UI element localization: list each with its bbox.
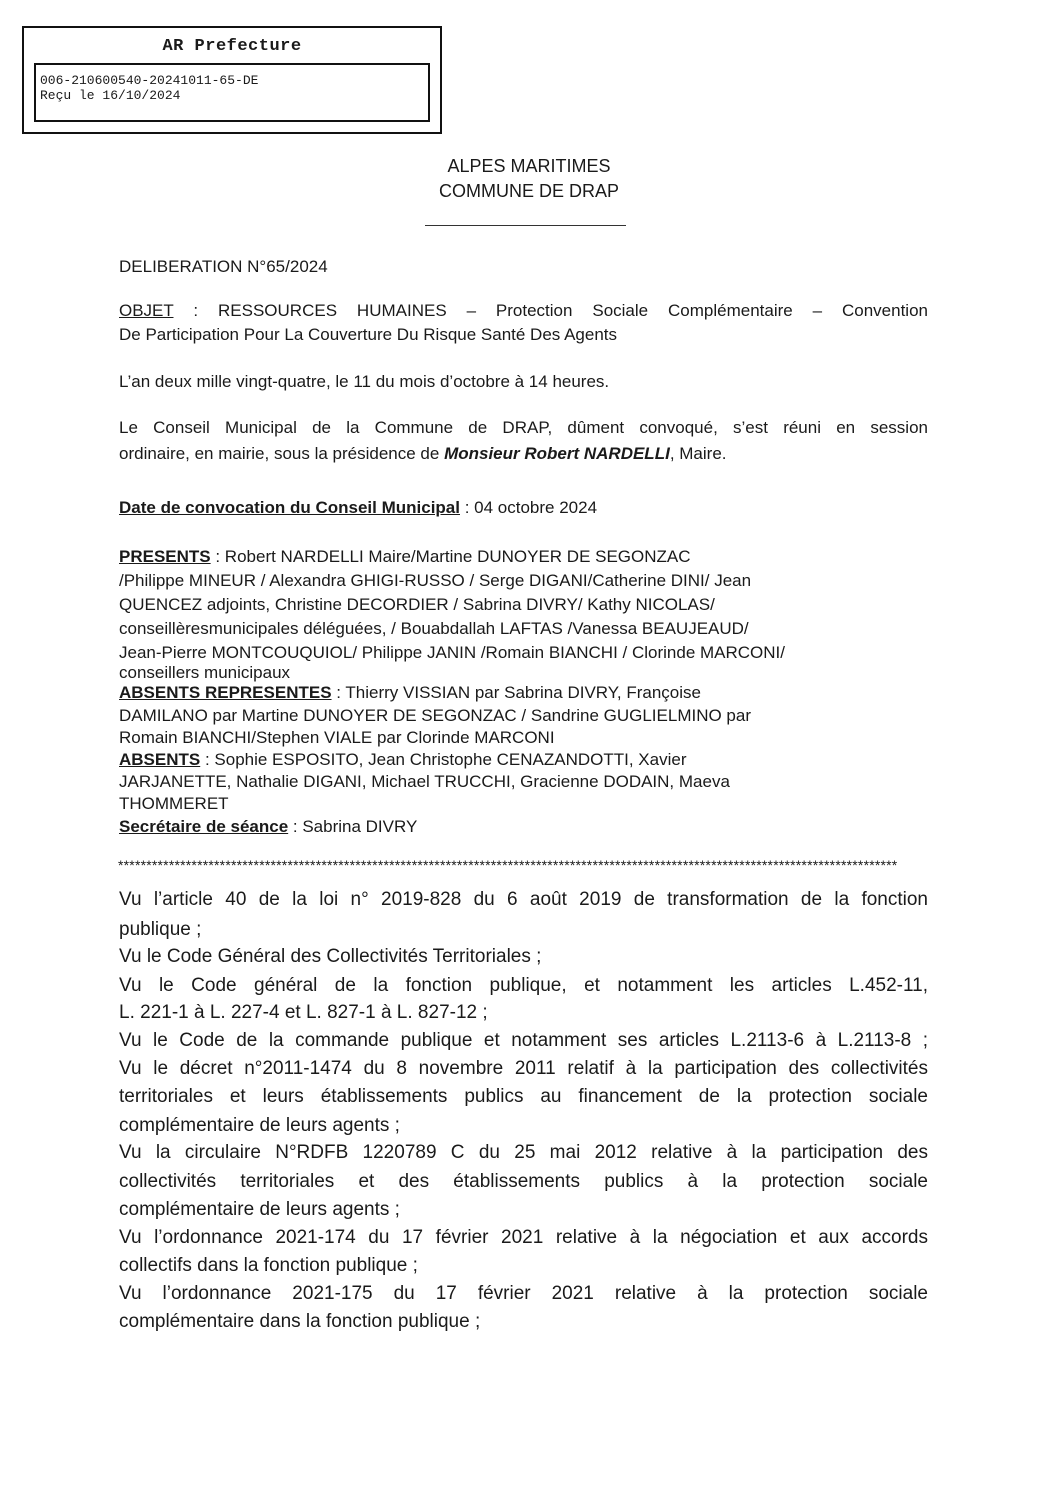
separator: ****************************************************************************************************************************************** [118,857,898,873]
president-name: Monsieur Robert NARDELLI [444,444,670,463]
presents-label: PRESENTS [119,547,211,566]
visa-line: Vu l’article 40 de la loi n° 2019-828 du 6 août 2019 de transformation de la fonction [119,889,928,910]
absents-representes-label: ABSENTS REPRESENTES [119,683,332,702]
absents-representes-line: ABSENTS REPRESENTES : Thierry VISSIAN par Sabrina DIVRY, Françoise [119,683,701,702]
visa-line: L. 221-1 à L. 227-4 et L. 827-1 à L. 827-12 ; [119,1002,488,1023]
presents-line: PRESENTS : Robert NARDELLI Maire/Martine DUNOYER DE SEGONZAC [119,547,691,566]
objet-line-2: De Participation Pour La Couverture Du Risque Santé Des Agents [119,325,617,344]
absents-representes-line: DAMILANO par Martine DUNOYER DE SEGONZAC / Sandrine GUGLIELMINO par [119,706,752,725]
secretaire-label: Secrétaire de séance [119,817,289,836]
visa-line: territoriales et leurs établissements publics au financement de la protection sociale [119,1086,928,1107]
presents-line: Jean-Pierre MONTCOUQUIOL/ Philippe JANIN /Romain BIANCHI / Clorinde MARCONI/ [119,643,785,662]
prefecture-stamp [22,26,442,134]
absents-line: THOMMERET [119,794,229,813]
council-line-1: Le Conseil Municipal de la Commune de DRAP, dûment convoqué, s’est réuni en session [119,418,928,437]
stamp-title: AR Prefecture [162,37,302,56]
stamp-reference: 006-210600540-20241011-65-DE [40,73,259,88]
deliberation-number: DELIBERATION N°65/2024 [119,257,328,276]
session-date: L’an deux mille vingt-quatre, le 11 du mois d’octobre à 14 heures. [119,372,610,391]
department-name: ALPES MARITIMES [447,156,611,176]
visa-line: Vu l’ordonnance 2021-175 du 17 février 2021 relative à la protection sociale [119,1283,928,1304]
objet-line-1: OBJET : RESSOURCES HUMAINES – Protection Sociale Complémentaire – Convention [119,301,928,320]
visa-line: publique ; [119,919,202,940]
convocation-date: Date de convocation du Conseil Municipal : 04 octobre 2024 [119,498,598,517]
presents-line: conseillèresmunicipales déléguées, / Bouabdallah LAFTAS /Vanessa BEAUJEAUD/ [119,619,749,638]
visa-line: Vu la circulaire N°RDFB 1220789 C du 25 mai 2012 relative à la participation des [119,1142,928,1163]
visa-line: Vu le Code général de la fonction publique, et notamment les articles L.452-11, [119,975,928,996]
absents-line: ABSENTS : Sophie ESPOSITO, Jean Christophe CENAZANDOTTI, Xavier [119,750,687,769]
stamp-received-date: Reçu le 16/10/2024 [40,88,181,103]
absents-line: JARJANETTE, Nathalie DIGANI, Michael TRUCCHI, Gracienne DODAIN, Maeva [119,772,730,791]
convocation-label: Date de convocation du Conseil Municipal [119,498,460,517]
visa-line: collectifs dans la fonction publique ; [119,1255,418,1276]
absents-label: ABSENTS [119,750,201,769]
commune-name: COMMUNE DE DRAP [438,181,619,201]
council-line-2: ordinaire, en mairie, sous la présidence de Monsieur Robert NARDELLI, Maire. [119,444,727,463]
header-divider [425,225,626,226]
objet-label: OBJET [119,301,174,320]
secretaire-line: Secrétaire de séance : Sabrina DIVRY [119,817,418,836]
visa-line: Vu le Code Général des Collectivités Territoriales ; [119,946,542,967]
presents-line: conseillers municipaux [119,663,291,682]
visa-line: Vu le décret n°2011-1474 du 8 novembre 2011 relatif à la participation des collectivités [119,1058,928,1079]
visa-line: complémentaire de leurs agents ; [119,1199,400,1220]
visa-line: complémentaire dans la fonction publique ; [119,1311,481,1332]
stamp-details [34,63,430,122]
visa-line: Vu le Code de la commande publique et notamment ses articles L.2113-6 à L.2113-8 ; [119,1030,928,1051]
visa-line: Vu l’ordonnance 2021-174 du 17 février 2021 relative à la négociation et aux accords [119,1227,928,1248]
presents-line: QUENCEZ adjoints, Christine DECORDIER / Sabrina DIVRY/ Kathy NICOLAS/ [119,595,715,614]
visa-line: collectivités territoriales et des établissements publics à la protection sociale [119,1171,928,1192]
presents-line: /Philippe MINEUR / Alexandra GHIGI-RUSSO / Serge DIGANI/Catherine DINI/ Jean [119,571,752,590]
visa-line: complémentaire de leurs agents ; [119,1115,400,1136]
absents-representes-line: Romain BIANCHI/Stephen VIALE par Clorinde MARCONI [119,728,555,747]
